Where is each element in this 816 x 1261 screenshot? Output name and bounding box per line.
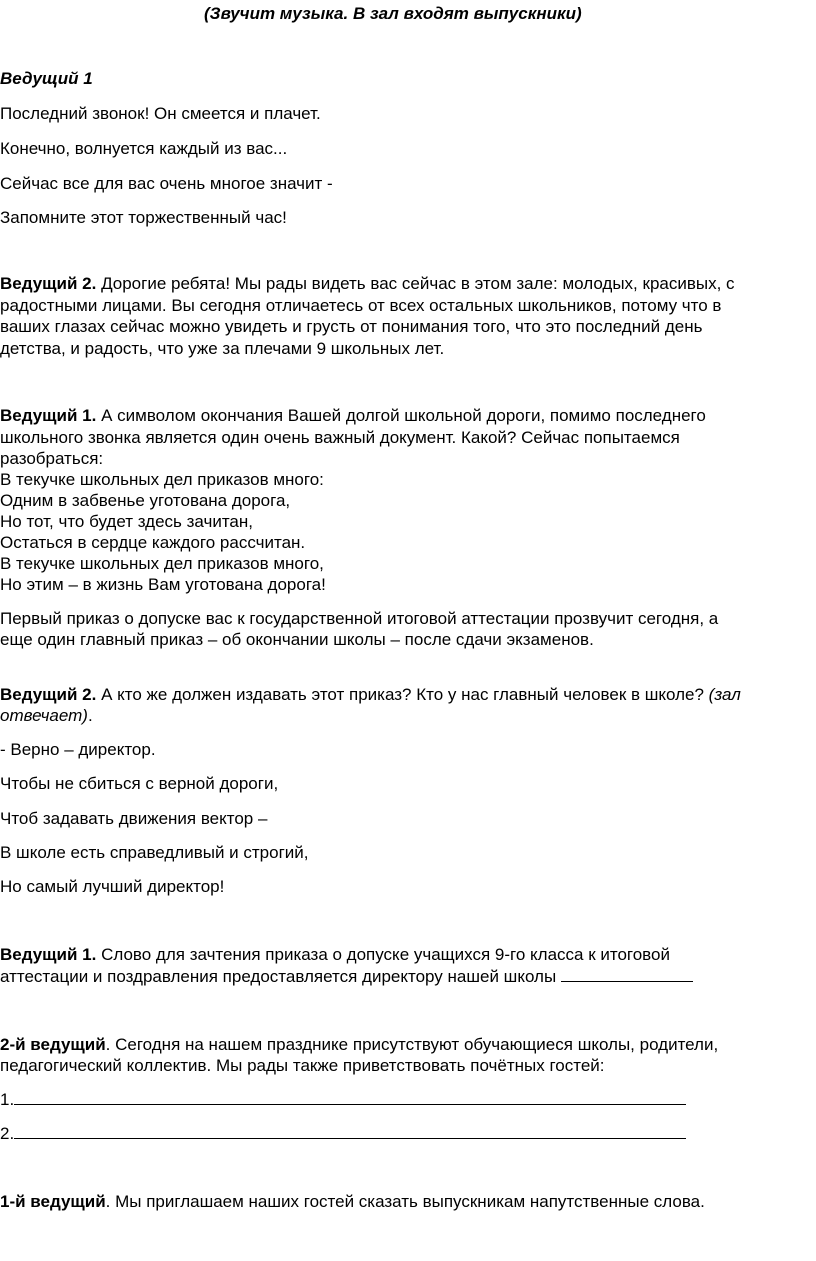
- speaker-label: Ведущий 2.: [0, 274, 97, 293]
- poem-line: - Верно – директор.: [0, 740, 156, 759]
- paragraph-line: радостными лицами. Вы сегодня отличаетесь от всех остальных школьников, потому что в: [0, 296, 722, 315]
- paragraph-text: .: [87, 706, 93, 725]
- director-name-blank: [561, 967, 693, 982]
- paragraph-line: [0, 1191, 705, 1212]
- paragraph-line: еще один главный приказ – об окончании школы – после сдачи экзаменов.: [0, 630, 594, 649]
- speaker-label: Ведущий 1.: [0, 945, 97, 964]
- paragraph-text: А кто же должен издавать этот приказ? Кто у нас главный человек в школе?: [96, 685, 709, 704]
- paragraph-text: Слово для зачтения приказа о допуске учащихся 9-го класса к итоговой: [96, 945, 670, 964]
- paragraph-line: разобраться:: [0, 449, 104, 468]
- paragraph-text: аттестации и поздравления предоставляется директору нашей школы: [0, 967, 561, 986]
- guest-number: 1.: [0, 1090, 15, 1109]
- guest-name-blank: [14, 1090, 686, 1105]
- speaker-label: Ведущий 2.: [0, 685, 97, 704]
- guest-line-2: [0, 1123, 686, 1144]
- poem-line: В текучке школьных дел приказов много,: [0, 554, 324, 573]
- poem-line: Но этим – в жизнь Вам уготована дорога!: [0, 575, 326, 594]
- poem-line: В школе есть справедливый и строгий,: [0, 843, 309, 862]
- stage-remark: (зал: [708, 685, 741, 704]
- guest-line-1: [0, 1089, 686, 1110]
- poem-line: Остаться в сердце каждого рассчитан.: [0, 533, 306, 552]
- speaker-label: Ведущий 1.: [0, 406, 97, 425]
- guest-name-blank: [14, 1124, 686, 1139]
- paragraph-line: [0, 966, 693, 987]
- speaker-label: Ведущий 1: [0, 69, 93, 88]
- paragraph-line: детства, и радость, что уже за плечами 9 школьных лет.: [0, 339, 445, 358]
- paragraph-text: А символом окончания Вашей долгой школьной дороги, помимо последнего: [96, 406, 706, 425]
- speaker-label: 1-й ведущий: [0, 1192, 106, 1211]
- poem-line: Сейчас все для вас очень многое значит -: [0, 174, 333, 193]
- paragraph-line: [0, 405, 706, 426]
- paragraph-line: ваших глазах сейчас можно увидеть и грусть от понимания того, что это последний день: [0, 317, 703, 336]
- poem-line: Чтоб задавать движения вектор –: [0, 809, 268, 828]
- paragraph-line: [0, 705, 93, 726]
- stage-direction: (Звучит музыка. В зал входят выпускники): [204, 4, 582, 23]
- paragraph-text: . Мы приглашаем наших гостей сказать выпускникам напутственные слова.: [105, 1192, 705, 1211]
- paragraph-line: [0, 1034, 718, 1055]
- poem-line: Одним в забвенье уготована дорога,: [0, 491, 291, 510]
- paragraph-line: школьного звонка является один очень важный документ. Какой? Сейчас попытаемся: [0, 428, 680, 447]
- paragraph-line: Первый приказ о допуске вас к государственной итоговой аттестации прозвучит сегодня, а: [0, 609, 719, 628]
- guest-number: 2.: [0, 1124, 15, 1143]
- poem-line: Запомните этот торжественный час!: [0, 208, 287, 227]
- poem-line: Конечно, волнуется каждый из вас...: [0, 139, 288, 158]
- paragraph-line: [0, 273, 735, 294]
- poem-line: Но тот, что будет здесь зачитан,: [0, 512, 253, 531]
- stage-remark: отвечает): [0, 706, 88, 725]
- paragraph-text: Дорогие ребята! Мы рады видеть вас сейчас в этом зале: молодых, красивых, с: [96, 274, 735, 293]
- paragraph-line: [0, 944, 670, 965]
- poem-line: Последний звонок! Он смеется и плачет.: [0, 104, 321, 123]
- paragraph-line: [0, 684, 741, 705]
- poem-line: В текучке школьных дел приказов много:: [0, 470, 324, 489]
- poem-line: Чтобы не сбиться с верной дороги,: [0, 774, 279, 793]
- poem-line: Но самый лучший директор!: [0, 877, 225, 896]
- speaker-label: 2-й ведущий: [0, 1035, 106, 1054]
- paragraph-line: педагогический коллектив. Мы рады также приветствовать почётных гостей:: [0, 1056, 605, 1075]
- paragraph-text: . Сегодня на нашем празднике присутствуют обучающиеся школы, родители,: [105, 1035, 719, 1054]
